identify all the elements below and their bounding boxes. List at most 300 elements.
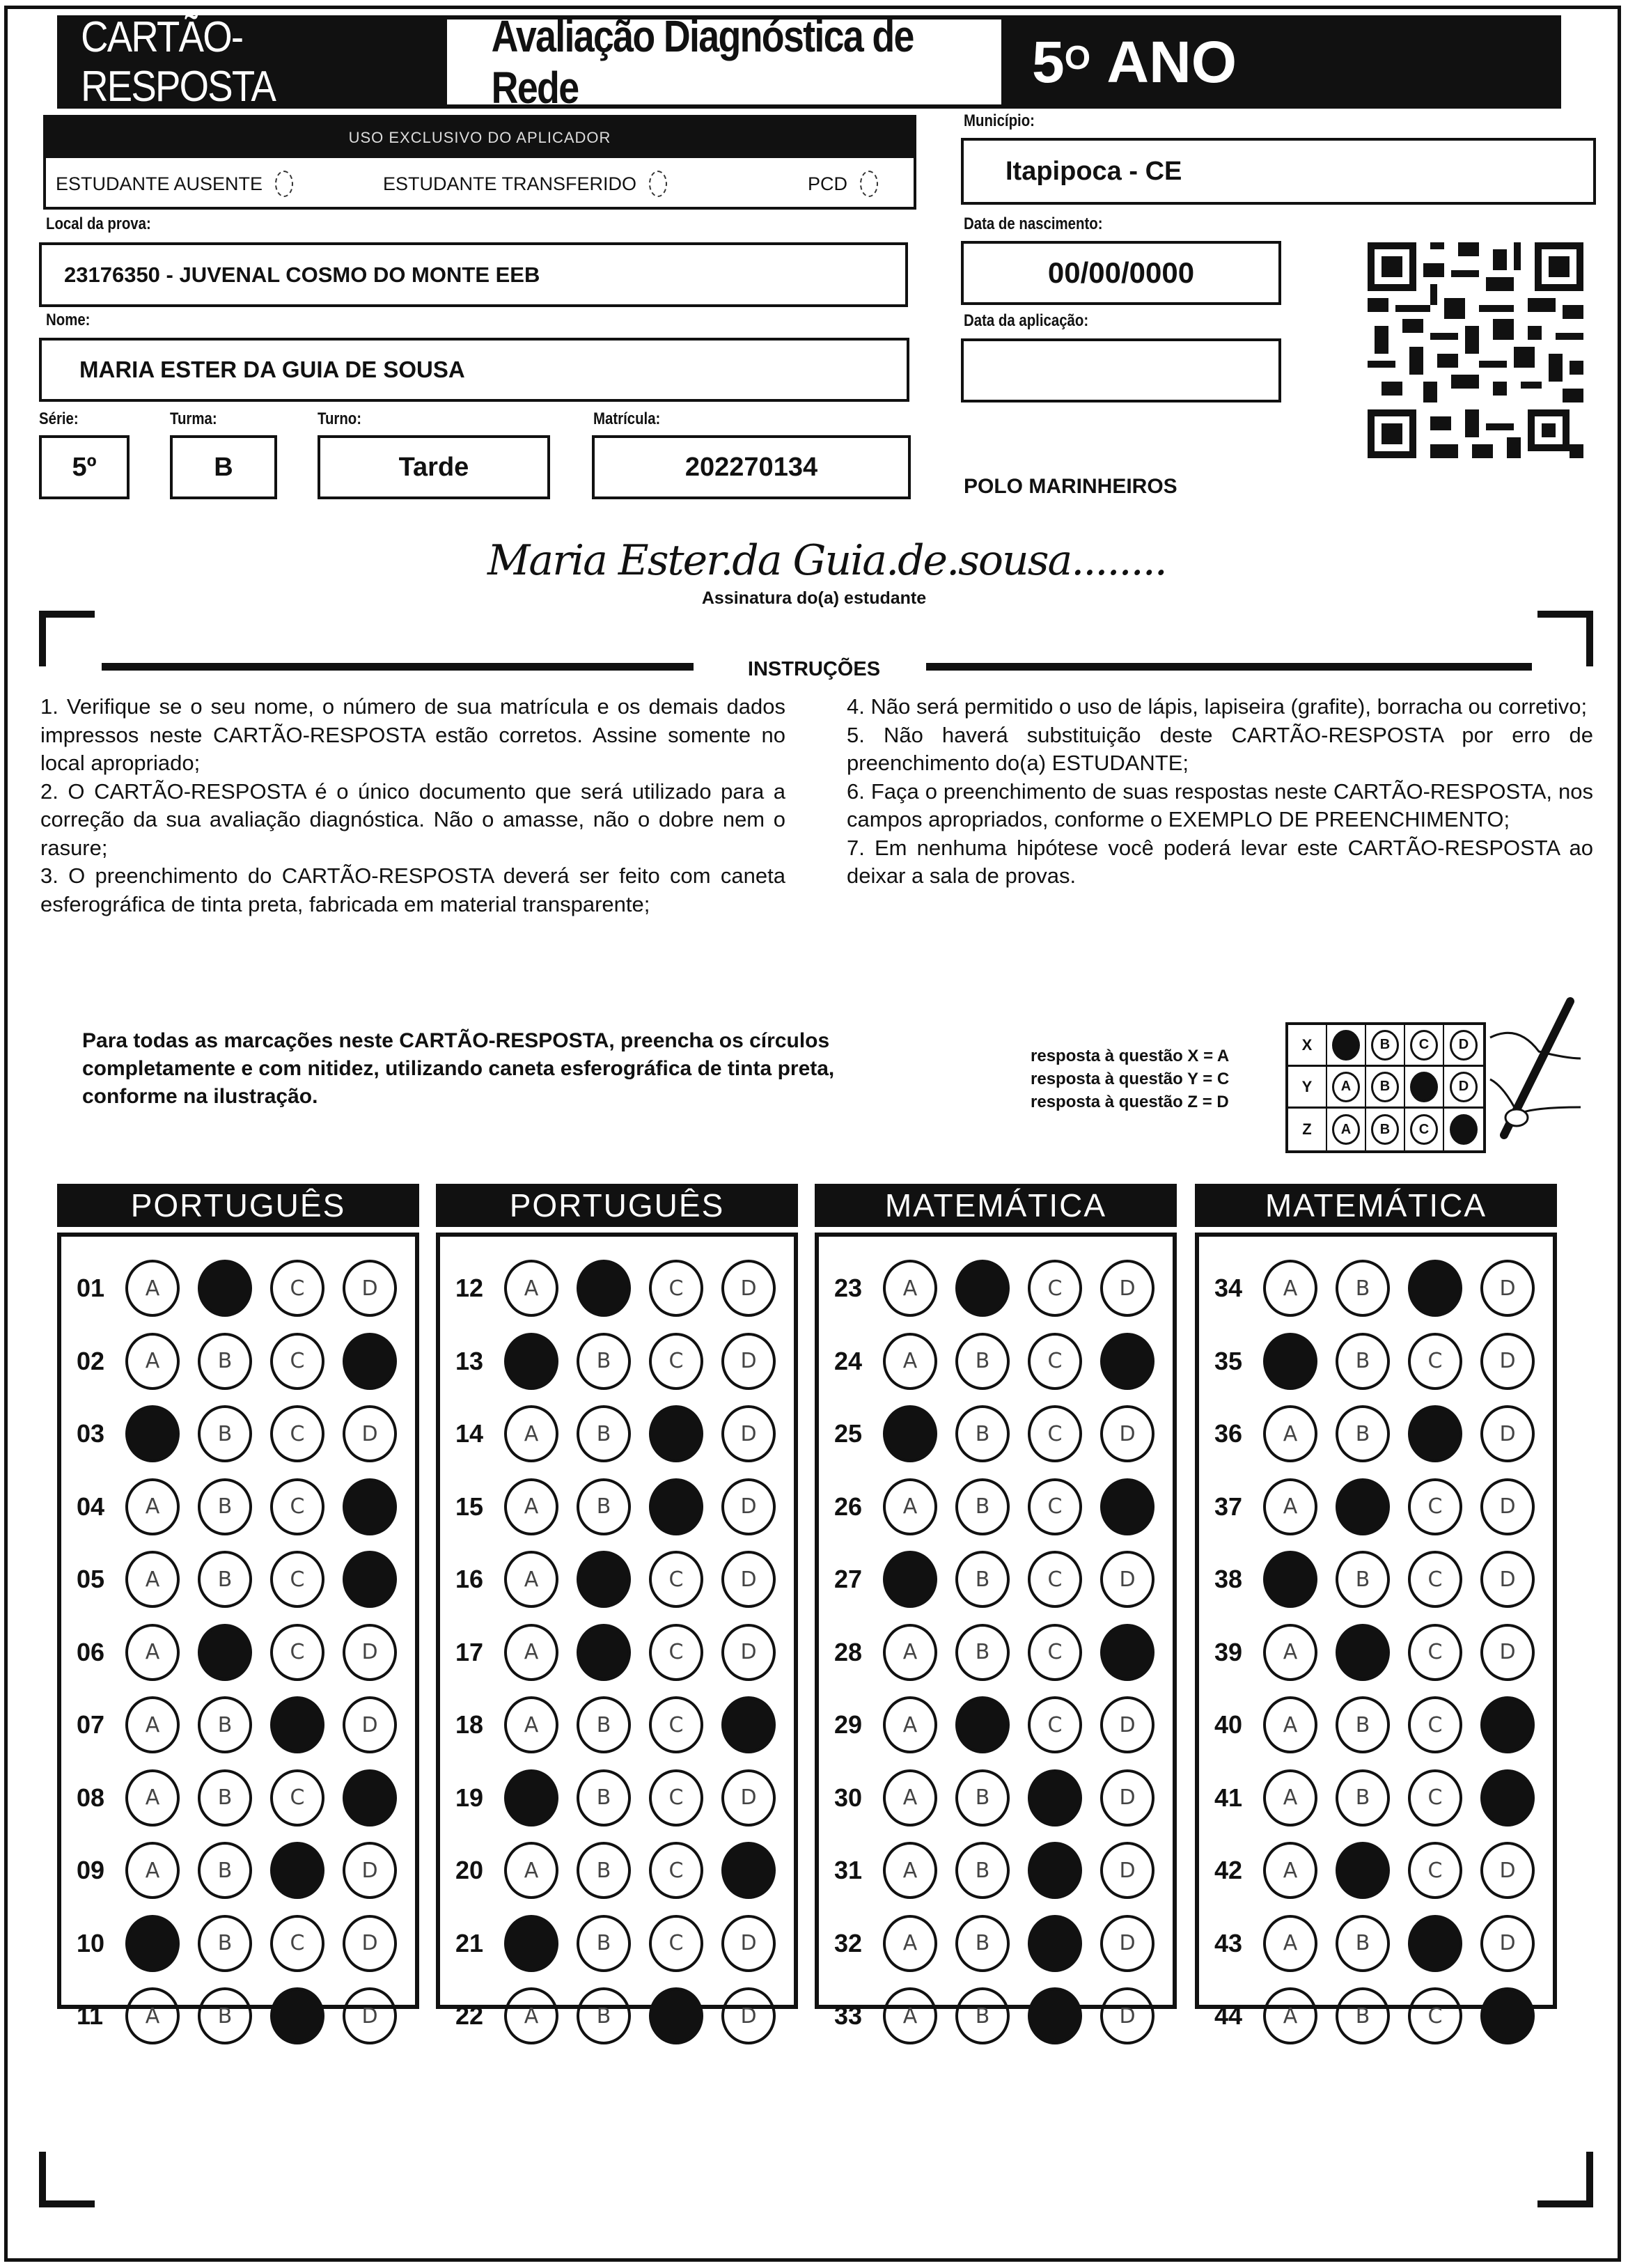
bubble-a[interactable]: A [504,1696,558,1753]
bubble-a[interactable]: A [1263,1624,1317,1681]
municipio-field[interactable]: Itapipoca - CE [961,138,1596,205]
question-number: 23 [834,1274,863,1303]
bubble-d[interactable]: D [721,1260,776,1317]
bubble-d[interactable] [1100,1624,1155,1681]
bubble-b[interactable]: B [198,1478,252,1535]
bubble-d[interactable]: D [1100,1551,1155,1608]
bubble-c[interactable] [649,1405,703,1462]
bubble-b[interactable]: B [955,1769,1010,1827]
local-label: Local da prova: [46,214,151,233]
bubble-d[interactable]: D [1100,1842,1155,1899]
question-row [440,1398,794,1471]
bubble-d[interactable]: D [1100,1915,1155,1972]
question-number: 26 [834,1492,863,1521]
application-date-label: Data da aplicação: [964,311,1089,330]
bubble-b[interactable]: B [198,1696,252,1753]
option-absent[interactable]: ESTUDANTE AUSENTE [56,171,383,197]
bubble-a[interactable]: A [504,1987,558,2044]
bubble-c[interactable]: C [1408,1769,1462,1827]
bubble-c[interactable] [649,1478,703,1535]
bubble-a[interactable]: A [125,1624,180,1681]
question-row [440,1471,794,1544]
bubble-d[interactable]: D [721,1405,776,1462]
bubble-b[interactable]: B [577,1842,631,1899]
bubble-b[interactable] [1336,1624,1390,1681]
bubble-d[interactable]: D [1480,1842,1535,1899]
name-field[interactable]: MARIA ESTER DA GUIA DE SOUSA [39,338,909,402]
question-row [1199,1907,1553,1980]
bubble-a[interactable]: A [125,1842,180,1899]
bubble-d[interactable] [1100,1333,1155,1390]
bubble-b[interactable]: B [198,1987,252,2044]
bubble-c[interactable]: C [649,1769,703,1827]
question-row [440,1689,794,1762]
question-number: 15 [455,1492,484,1521]
answer-section-3 [815,1184,1177,2031]
bubble-c[interactable]: C [270,1551,324,1608]
bubble-a[interactable]: A [1263,1769,1317,1827]
question-number: 12 [455,1274,484,1303]
example-question-label: Y [1288,1067,1327,1106]
bubble-d[interactable]: D [343,1987,397,2044]
bubble-d[interactable]: D [343,1260,397,1317]
example-cell [1366,1025,1405,1065]
bubble-a[interactable] [125,1405,180,1462]
question-number: 22 [455,2001,484,2031]
answer-section-4 [1195,1184,1557,2031]
bubble-c[interactable]: C [649,1842,703,1899]
question-row [61,1616,415,1689]
section-bubbles [57,1233,419,2031]
qr-code-icon [1368,240,1583,460]
card-title: CARTÃO-RESPOSTA [81,13,276,111]
bubble-b[interactable]: B [1336,1696,1390,1753]
hand-pen-icon [1476,996,1581,1149]
bubble-d[interactable] [1480,1987,1535,2044]
bubble-a[interactable] [504,1915,558,1972]
bubble-b[interactable]: B [1336,1405,1390,1462]
serie-field[interactable]: 5º [39,435,130,499]
bubble-b[interactable] [198,1260,252,1317]
name-label: Nome: [46,311,91,329]
bubble-b[interactable] [577,1551,631,1608]
example-row [1288,1025,1483,1067]
example-cell [1327,1109,1366,1150]
bubble-c[interactable] [270,1987,324,2044]
bubble-c[interactable]: C [649,1624,703,1681]
bubble-d[interactable] [343,1478,397,1535]
bubble-b[interactable]: B [1336,1769,1390,1827]
option-transferred[interactable]: ESTUDANTE TRANSFERIDO [383,171,808,197]
bubble-a[interactable]: A [125,1769,180,1827]
bubble-d[interactable]: D [1100,1987,1155,2044]
bubble-c[interactable]: C [649,1696,703,1753]
question-row [819,1398,1173,1471]
example-cell [1366,1067,1405,1106]
example-question-label: X [1288,1025,1327,1065]
bubble-c[interactable] [270,1842,324,1899]
question-number: 31 [834,1856,863,1885]
bubble-c[interactable]: C [270,1915,324,1972]
question-row [440,1325,794,1398]
question-number: 07 [77,1710,105,1739]
bubble-c[interactable]: C [649,1915,703,1972]
bubble-a[interactable] [125,1915,180,1972]
bubble-d[interactable]: D [1480,1624,1535,1681]
bubble-c[interactable]: C [270,1769,324,1827]
bubble-b[interactable]: B [577,1405,631,1462]
question-row [1199,1834,1553,1907]
bubble-d[interactable]: D [721,1551,776,1608]
question-row [1199,1471,1553,1544]
exam-title: Avaliação Diagnóstica de Rede [447,19,1001,104]
bubble-b[interactable]: B [198,1405,252,1462]
bubble-a[interactable] [883,1551,937,1608]
bubble-b[interactable]: B [955,1405,1010,1462]
bubble-a[interactable]: A [125,1478,180,1535]
bubble-b[interactable]: B [955,1478,1010,1535]
bubble-d[interactable]: D [343,1696,397,1753]
bubble-b[interactable]: B [1336,1333,1390,1390]
section-title: MATEMÁTICA [815,1184,1177,1227]
bubble-a[interactable]: A [1263,1260,1317,1317]
bubble-c[interactable]: C [1028,1333,1082,1390]
example-cell [1405,1025,1444,1065]
question-row [61,1762,415,1835]
bubble-c[interactable] [1028,1842,1082,1899]
bubble-c[interactable]: C [1408,1333,1462,1390]
question-number: 29 [834,1710,863,1739]
example-cell [1405,1067,1444,1106]
question-row [440,1616,794,1689]
bubble-d[interactable]: D [721,1333,776,1390]
bubble-d[interactable]: D [721,1478,776,1535]
bubble-d[interactable]: D [1480,1405,1535,1462]
bubble-c[interactable]: C [270,1478,324,1535]
question-number: 10 [77,1928,105,1957]
bubble-d[interactable]: D [721,1987,776,2044]
section-title: PORTUGUÊS [436,1184,798,1227]
bubble-a[interactable]: A [504,1842,558,1899]
bubble-d[interactable] [721,1842,776,1899]
bubble-a[interactable]: A [1263,1478,1317,1535]
question-row [61,1325,415,1398]
bubble-d[interactable]: D [721,1624,776,1681]
bubble-d[interactable] [1480,1769,1535,1827]
question-number: 24 [834,1346,863,1375]
instructions-left-column [40,693,785,918]
question-row [1199,1616,1553,1689]
bubble-b[interactable]: B [955,1987,1010,2044]
bubble-c[interactable]: C [1028,1260,1082,1317]
question-number: 25 [834,1419,863,1448]
bubble-c[interactable] [1408,1260,1462,1317]
bubble-a[interactable]: A [504,1624,558,1681]
bubble-d[interactable]: D [721,1915,776,1972]
question-row [1199,1762,1553,1835]
section-bubbles [436,1233,798,2031]
bubble-b[interactable]: B [198,1842,252,1899]
bubble-b[interactable]: B [955,1551,1010,1608]
grade-title: 5 $^O$ ANO [1032,29,1237,95]
bubble-c[interactable]: C [1028,1551,1082,1608]
bubble-c[interactable] [1028,1987,1082,2044]
bubble-c[interactable]: C [1408,1987,1462,2044]
question-number: 09 [77,1856,105,1885]
question-row [819,1980,1173,2053]
question-number: 06 [77,1637,105,1666]
question-number: 18 [455,1710,484,1739]
bubble-b[interactable]: B [198,1769,252,1827]
bubble-c[interactable]: C [1408,1696,1462,1753]
question-row [440,1907,794,1980]
question-number: 08 [77,1783,105,1812]
section-title: PORTUGUÊS [57,1184,419,1227]
instruction-7: 7. Em nenhuma hipótese você poderá levar este CARTÃO-RESPOSTA ao deixar a sala de provas. [847,835,1593,888]
bubble-b[interactable]: B [1336,1987,1390,2044]
bubble-a[interactable]: A [125,1987,180,2044]
bubble-c[interactable]: C [1408,1551,1462,1608]
bubble-d[interactable] [343,1551,397,1608]
matricula-field[interactable]: 202270134 [592,435,911,499]
answer-section-2 [436,1184,798,2031]
bubble-d[interactable] [1100,1478,1155,1535]
bubble-b[interactable]: B [955,1915,1010,1972]
bubble-a[interactable]: A [883,1260,937,1317]
example-bubble-a: A [1332,1114,1360,1145]
bubble-b[interactable] [198,1624,252,1681]
bubble-c[interactable]: C [1028,1696,1082,1753]
bubble-c[interactable]: C [1028,1405,1082,1462]
bubble-c[interactable] [1408,1405,1462,1462]
bubble-d[interactable] [343,1333,397,1390]
bubble-d[interactable]: D [1480,1915,1535,1972]
bubble-d[interactable]: D [1480,1551,1535,1608]
bubble-d[interactable]: D [343,1915,397,1972]
bubble-b[interactable]: B [1336,1551,1390,1608]
bubble-a[interactable]: A [504,1405,558,1462]
bubble-a[interactable]: A [883,1987,937,2044]
question-number: 44 [1214,2001,1243,2031]
bubble-d[interactable]: D [1100,1260,1155,1317]
application-date-field[interactable] [961,338,1281,402]
bubble-d[interactable]: D [1480,1333,1535,1390]
bubble-c[interactable] [649,1987,703,2044]
example-bubble-c [1410,1072,1438,1102]
question-number: 28 [834,1637,863,1666]
bubble-c[interactable]: C [270,1260,324,1317]
bubble-b[interactable]: B [577,1915,631,1972]
bubble-d[interactable]: D [1100,1405,1155,1462]
question-row [440,1762,794,1835]
bubble-b[interactable]: B [955,1624,1010,1681]
bubble-b[interactable]: B [198,1551,252,1608]
bubble-d[interactable]: D [1480,1260,1535,1317]
question-row [61,1834,415,1907]
question-number: 35 [1214,1346,1243,1375]
local-field[interactable]: 23176350 - JUVENAL COSMO DO MONTE EEB [39,242,908,307]
bubble-b[interactable]: B [1336,1915,1390,1972]
bubble-a[interactable]: A [883,1696,937,1753]
bubble-c[interactable]: C [270,1624,324,1681]
question-row [61,1252,415,1325]
bubble-a[interactable] [504,1769,558,1827]
bubble-d[interactable]: D [343,1624,397,1681]
question-number: 16 [455,1565,484,1594]
bubble-d[interactable] [721,1696,776,1753]
question-number: 03 [77,1419,105,1448]
bubble-b[interactable]: B [1336,1260,1390,1317]
bubble-c[interactable]: C [649,1333,703,1390]
bubble-a[interactable]: A [504,1260,558,1317]
example-bubble-d: D [1450,1030,1478,1061]
bubble-b[interactable] [577,1260,631,1317]
bubble-d[interactable]: D [1480,1478,1535,1535]
bubble-a[interactable]: A [125,1551,180,1608]
bubble-c[interactable]: C [1408,1624,1462,1681]
bubble-c[interactable] [1408,1915,1462,1972]
bubble-c[interactable] [270,1696,324,1753]
instruction-4: 4. Não será permitido o uso de lápis, lapiseira (grafite), borracha ou corretivo; [847,694,1588,719]
turno-field[interactable]: Tarde [318,435,550,499]
bubble-a[interactable]: A [1263,1696,1317,1753]
question-row [1199,1689,1553,1762]
bubble-b[interactable]: B [198,1333,252,1390]
example-cell [1366,1109,1405,1150]
question-row [819,1252,1173,1325]
bubble-a[interactable]: A [883,1624,937,1681]
bubble-a[interactable]: A [125,1260,180,1317]
question-number: 36 [1214,1419,1243,1448]
section-bubbles [815,1233,1177,2031]
question-row [61,1398,415,1471]
bubble-b[interactable] [955,1260,1010,1317]
birthdate-field[interactable]: 00/00/0000 [961,241,1281,305]
example-bubble-c: C [1410,1030,1438,1061]
bubble-a[interactable]: A [504,1478,558,1535]
bubble-a[interactable] [504,1333,558,1390]
bubble-a[interactable] [883,1405,937,1462]
bubble-d[interactable]: D [343,1405,397,1462]
bubble-a[interactable]: A [883,1333,937,1390]
bubble-c[interactable]: C [270,1333,324,1390]
bubble-a[interactable]: A [883,1842,937,1899]
example-cell [1405,1109,1444,1150]
bubble-b[interactable] [1336,1842,1390,1899]
bubble-b[interactable]: B [198,1915,252,1972]
signature-caption: Assinatura do(a) estudante [701,588,927,608]
question-row [1199,1980,1553,2053]
pcd-checkbox[interactable] [860,171,878,197]
bubble-c[interactable]: C [1028,1624,1082,1681]
example-bubble-d [1450,1114,1478,1145]
question-row [440,1543,794,1616]
example-question-label: Z [1288,1109,1327,1150]
bubble-c[interactable]: C [649,1551,703,1608]
bubble-a[interactable]: A [125,1333,180,1390]
question-number: 20 [455,1856,484,1885]
bubble-c[interactable]: C [1028,1478,1082,1535]
bubble-c[interactable]: C [1408,1478,1462,1535]
bubble-a[interactable]: A [504,1551,558,1608]
bubble-a[interactable]: A [883,1769,937,1827]
question-row [1199,1543,1553,1616]
corner-mark-bl-v [39,2152,46,2207]
turma-label: Turma: [170,409,217,428]
bubble-b[interactable] [577,1624,631,1681]
section-title: MATEMÁTICA [1195,1184,1557,1227]
applicator-box [43,115,916,210]
bubble-a[interactable]: A [1263,1842,1317,1899]
bubble-b[interactable] [1336,1478,1390,1535]
bubble-a[interactable]: A [1263,1987,1317,2044]
bubble-b[interactable]: B [577,1769,631,1827]
question-row [61,1471,415,1544]
bubble-a[interactable]: A [125,1696,180,1753]
question-row [440,1980,794,2053]
corner-mark-tr [1537,611,1593,618]
student-signature[interactable]: Maria Ester.da Guia.de.sousa........ [487,536,1166,585]
example-row [1288,1109,1483,1150]
bubble-b[interactable]: B [577,1478,631,1535]
question-row [819,1616,1173,1689]
option-pcd[interactable]: PCD [808,171,878,197]
bubble-a[interactable] [1263,1551,1317,1608]
bubble-a[interactable]: A [883,1478,937,1535]
bubble-b[interactable]: B [577,1987,631,2044]
bubble-a[interactable]: A [1263,1915,1317,1972]
bubble-a[interactable]: A [1263,1405,1317,1462]
bubble-a[interactable]: A [883,1915,937,1972]
bubble-c[interactable]: C [1408,1842,1462,1899]
bubble-c[interactable]: C [649,1260,703,1317]
bubble-d[interactable] [343,1769,397,1827]
instructions-rule-right [926,663,1532,671]
bubble-b[interactable] [955,1696,1010,1753]
question-row [819,1762,1173,1835]
bubble-d[interactable]: D [1100,1696,1155,1753]
transferred-checkbox[interactable] [649,171,667,197]
instruction-2: 2. O CARTÃO-RESPOSTA é o único documento que será utilizado para a correção da sua avaliação diagnóstica. Não o amasse, não o dobre nem o rasure; [40,779,785,860]
bubble-d[interactable]: D [1100,1769,1155,1827]
question-number: 43 [1214,1928,1243,1957]
bubble-a[interactable] [1263,1333,1317,1390]
question-number: 04 [77,1492,105,1521]
municipio-label: Município: [964,111,1035,130]
example-bubble-a: A [1332,1072,1360,1102]
absent-checkbox[interactable] [275,171,293,197]
bubble-d[interactable]: D [721,1769,776,1827]
bubble-b[interactable]: B [577,1696,631,1753]
birthdate-label: Data de nascimento: [964,214,1103,233]
question-row [819,1543,1173,1616]
bubble-b[interactable]: B [577,1333,631,1390]
question-row [61,1689,415,1762]
question-row [819,1834,1173,1907]
question-number: 41 [1214,1783,1243,1812]
bubble-b[interactable]: B [955,1842,1010,1899]
turma-field[interactable]: B [170,435,277,499]
bubble-c[interactable]: C [270,1405,324,1462]
bubble-d[interactable]: D [343,1842,397,1899]
bubble-c[interactable] [1028,1915,1082,1972]
bubble-b[interactable]: B [955,1333,1010,1390]
bubble-d[interactable] [1480,1696,1535,1753]
instruction-1: 1. Verifique se o seu nome, o número de sua matrícula e os demais dados impressos neste CARTÃO-RESPOSTA estão corretos. Assine somente no local apropriado; [40,694,785,775]
serie-label: Série: [39,409,79,428]
bubble-c[interactable] [1028,1769,1082,1827]
fill-example-grid [1285,1022,1486,1153]
